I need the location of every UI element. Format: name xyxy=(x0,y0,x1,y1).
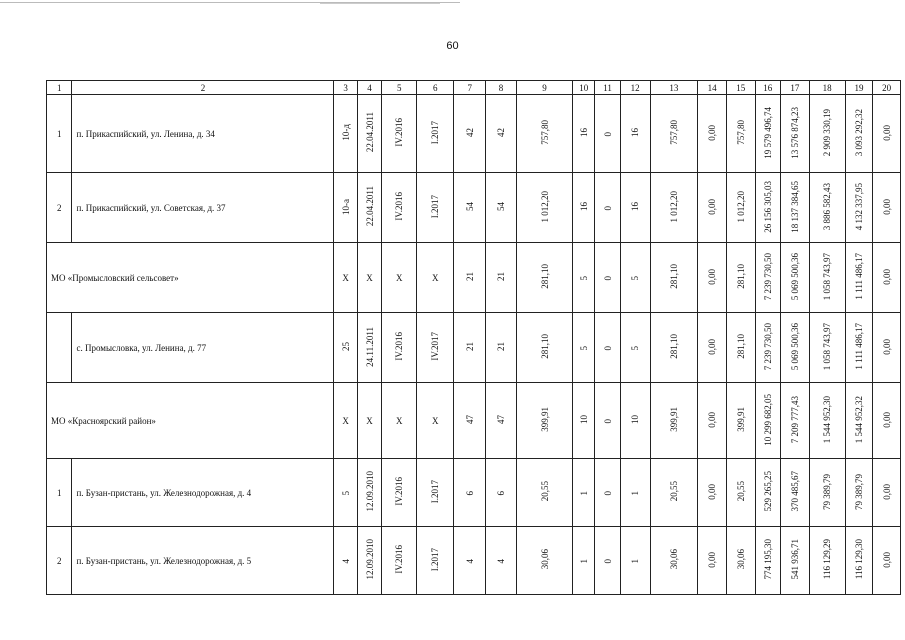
cell-c7: 21 xyxy=(454,243,486,313)
cell-c17: 18 137 384,65 xyxy=(781,173,810,243)
cell-c8: 21 xyxy=(486,243,517,313)
header-cell-11: 11 xyxy=(595,81,620,95)
cell-c14: 0,00 xyxy=(698,95,727,173)
cell-c14: 0,00 xyxy=(698,459,727,527)
cell-c4: Х xyxy=(357,243,381,313)
header-cell-15: 15 xyxy=(726,81,755,95)
cell-c17: 541 936,71 xyxy=(781,527,810,595)
address-cell: п. Бузан-пристань, ул. Железнодорожная, д. 4 xyxy=(72,459,334,527)
cell-c3: Х xyxy=(334,383,357,459)
cell-c20: 0,00 xyxy=(873,95,901,173)
address-cell: п. Прикаспийский, ул. Ленина, д. 34 xyxy=(72,95,334,173)
cell-c18: 1 058 743,97 xyxy=(809,313,845,383)
cell-c20: 0,00 xyxy=(873,243,901,313)
header-cell-18: 18 xyxy=(809,81,845,95)
cell-c14: 0,00 xyxy=(698,313,727,383)
cell-c3: 4 xyxy=(334,527,357,595)
cell-c20: 0,00 xyxy=(873,173,901,243)
row-number xyxy=(47,313,72,383)
cell-c7: 4 xyxy=(454,527,486,595)
header-cell-10: 10 xyxy=(573,81,595,95)
cell-c18: 1 058 743,97 xyxy=(809,243,845,313)
cell-c19: 79 389,79 xyxy=(845,459,873,527)
row-number: 1 xyxy=(47,95,72,173)
header-cell-9: 9 xyxy=(516,81,572,95)
table-row xyxy=(47,527,901,595)
header-cell-2: 2 xyxy=(72,81,334,95)
header-cell-6: 6 xyxy=(417,81,454,95)
cell-c11: 0 xyxy=(595,383,620,459)
table-row xyxy=(47,173,901,243)
cell-c10: 5 xyxy=(573,313,595,383)
cell-c12: 16 xyxy=(620,95,650,173)
cell-c8: 54 xyxy=(486,173,517,243)
cell-c5: IV.2016 xyxy=(382,459,417,527)
cell-c19: 1 544 952,32 xyxy=(845,383,873,459)
cell-c13: 30,06 xyxy=(650,527,698,595)
header-cell-7: 7 xyxy=(454,81,486,95)
cell-c9: 20,55 xyxy=(516,459,572,527)
cell-c13: 399,91 xyxy=(650,383,698,459)
cell-c3: 10-а xyxy=(334,173,357,243)
cell-c11: 0 xyxy=(595,313,620,383)
cell-c6: I.2017 xyxy=(417,527,454,595)
cell-c8: 42 xyxy=(486,95,517,173)
group-row xyxy=(47,243,901,313)
cell-c17: 370 485,67 xyxy=(781,459,810,527)
cell-c16: 529 265,25 xyxy=(755,459,780,527)
header-cell-12: 12 xyxy=(620,81,650,95)
cell-c12: 5 xyxy=(620,313,650,383)
address-cell: п. Прикаспийский, ул. Советская, д. 37 xyxy=(72,173,334,243)
cell-c6: Х xyxy=(417,383,454,459)
cell-c3: Х xyxy=(334,243,357,313)
row-number: 2 xyxy=(47,527,72,595)
cell-c5: Х xyxy=(382,243,417,313)
cell-c10: 5 xyxy=(573,243,595,313)
header-cell-14: 14 xyxy=(698,81,727,95)
cell-c16: 19 579 496,74 xyxy=(755,95,780,173)
cell-c16: 10 299 682,05 xyxy=(755,383,780,459)
header-cell-8: 8 xyxy=(486,81,517,95)
cell-c19: 1 111 486,17 xyxy=(845,243,873,313)
header-cell-13: 13 xyxy=(650,81,698,95)
cell-c18: 79 389,79 xyxy=(809,459,845,527)
cell-c20: 0,00 xyxy=(873,383,901,459)
cell-c8: 21 xyxy=(486,313,517,383)
cell-c10: 1 xyxy=(573,459,595,527)
cell-c5: IV.2016 xyxy=(382,95,417,173)
cell-c7: 47 xyxy=(454,383,486,459)
cell-c15: 20,55 xyxy=(726,459,755,527)
cell-c10: 1 xyxy=(573,527,595,595)
header-cell-17: 17 xyxy=(781,81,810,95)
row-number: 1 xyxy=(47,459,72,527)
cell-c18: 116 129,29 xyxy=(809,527,845,595)
cell-c16: 7 239 730,50 xyxy=(755,313,780,383)
cell-c9: 757,80 xyxy=(516,95,572,173)
header-cell-16: 16 xyxy=(755,81,780,95)
header-cell-5: 5 xyxy=(382,81,417,95)
cell-c10: 16 xyxy=(573,95,595,173)
cell-c3: 25 xyxy=(334,313,357,383)
cell-c7: 54 xyxy=(454,173,486,243)
cell-c10: 16 xyxy=(573,173,595,243)
cell-c11: 0 xyxy=(595,527,620,595)
header-row xyxy=(47,81,901,95)
cell-c15: 30,06 xyxy=(726,527,755,595)
cell-c11: 0 xyxy=(595,95,620,173)
cell-c7: 21 xyxy=(454,313,486,383)
cell-c20: 0,00 xyxy=(873,459,901,527)
cell-c17: 5 069 500,36 xyxy=(781,243,810,313)
cell-c8: 4 xyxy=(486,527,517,595)
cell-c4: 12.09.2010 xyxy=(357,527,381,595)
cell-c12: 10 xyxy=(620,383,650,459)
cell-c3: 5 xyxy=(334,459,357,527)
page-number: 60 xyxy=(446,40,459,52)
cell-c16: 774 195,30 xyxy=(755,527,780,595)
cell-c14: 0,00 xyxy=(698,243,727,313)
cell-c13: 20,55 xyxy=(650,459,698,527)
table-row xyxy=(47,313,901,383)
cell-c4: Х xyxy=(357,383,381,459)
cell-c3: 10-д xyxy=(334,95,357,173)
cell-c13: 281,10 xyxy=(650,243,698,313)
cell-c12: 1 xyxy=(620,527,650,595)
cell-c4: 24.11.2011 xyxy=(357,313,381,383)
cell-c9: 1 012,20 xyxy=(516,173,572,243)
cell-c20: 0,00 xyxy=(873,313,901,383)
group-name: МО «Промысловский сельсовет» xyxy=(47,243,334,313)
cell-c18: 2 909 330,19 xyxy=(809,95,845,173)
cell-c9: 281,10 xyxy=(516,313,572,383)
data-table xyxy=(46,80,901,595)
cell-c19: 3 093 292,32 xyxy=(845,95,873,173)
cell-c5: Х xyxy=(382,383,417,459)
header-cell-1: 1 xyxy=(47,81,72,95)
cell-c11: 0 xyxy=(595,459,620,527)
cell-c19: 116 129,30 xyxy=(845,527,873,595)
table-row xyxy=(47,459,901,527)
header-cell-3: 3 xyxy=(334,81,357,95)
cell-c15: 281,10 xyxy=(726,313,755,383)
group-row xyxy=(47,383,901,459)
address-cell: с. Промысловка, ул. Ленина, д. 77 xyxy=(72,313,334,383)
cell-c13: 281,10 xyxy=(650,313,698,383)
cell-c6: IV.2017 xyxy=(417,313,454,383)
cell-c6: I.2017 xyxy=(417,459,454,527)
cell-c5: IV.2016 xyxy=(382,313,417,383)
cell-c7: 6 xyxy=(454,459,486,527)
cell-c9: 30,06 xyxy=(516,527,572,595)
cell-c13: 1 012,20 xyxy=(650,173,698,243)
cell-c4: 22.04.2011 xyxy=(357,173,381,243)
cell-c11: 0 xyxy=(595,243,620,313)
group-name: МО «Красноярский район» xyxy=(47,383,334,459)
cell-c8: 47 xyxy=(486,383,517,459)
cell-c18: 3 886 582,43 xyxy=(809,173,845,243)
cell-c5: IV.2016 xyxy=(382,173,417,243)
cell-c4: 22.04.2011 xyxy=(357,95,381,173)
cell-c5: IV.2016 xyxy=(382,527,417,595)
cell-c12: 5 xyxy=(620,243,650,313)
cell-c15: 281,10 xyxy=(726,243,755,313)
cell-c19: 4 132 337,95 xyxy=(845,173,873,243)
cell-c12: 16 xyxy=(620,173,650,243)
cell-c17: 13 576 874,23 xyxy=(781,95,810,173)
cell-c15: 757,80 xyxy=(726,95,755,173)
cell-c16: 7 239 730,50 xyxy=(755,243,780,313)
table-row xyxy=(47,95,901,173)
row-number: 2 xyxy=(47,173,72,243)
cell-c6: I.2017 xyxy=(417,95,454,173)
cell-c10: 10 xyxy=(573,383,595,459)
cell-c8: 6 xyxy=(486,459,517,527)
cell-c14: 0,00 xyxy=(698,173,727,243)
cell-c14: 0,00 xyxy=(698,527,727,595)
cell-c15: 399,91 xyxy=(726,383,755,459)
cell-c17: 7 209 777,43 xyxy=(781,383,810,459)
header-cell-4: 4 xyxy=(357,81,381,95)
cell-c6: Х xyxy=(417,243,454,313)
cell-c19: 1 111 486,17 xyxy=(845,313,873,383)
cell-c11: 0 xyxy=(595,173,620,243)
address-cell: п. Бузан-пристань, ул. Железнодорожная, д. 5 xyxy=(72,527,334,595)
cell-c4: 12.09.2010 xyxy=(357,459,381,527)
cell-c9: 281,10 xyxy=(516,243,572,313)
cell-c16: 26 156 305,03 xyxy=(755,173,780,243)
cell-c13: 757,80 xyxy=(650,95,698,173)
cell-c12: 1 xyxy=(620,459,650,527)
cell-c7: 42 xyxy=(454,95,486,173)
cell-c17: 5 069 500,36 xyxy=(781,313,810,383)
cell-c14: 0,00 xyxy=(698,383,727,459)
header-cell-20: 20 xyxy=(873,81,901,95)
cell-c20: 0,00 xyxy=(873,527,901,595)
cell-c15: 1 012,20 xyxy=(726,173,755,243)
cell-c9: 399,91 xyxy=(516,383,572,459)
cell-c18: 1 544 952,30 xyxy=(809,383,845,459)
header-cell-19: 19 xyxy=(845,81,873,95)
cell-c6: I.2017 xyxy=(417,173,454,243)
